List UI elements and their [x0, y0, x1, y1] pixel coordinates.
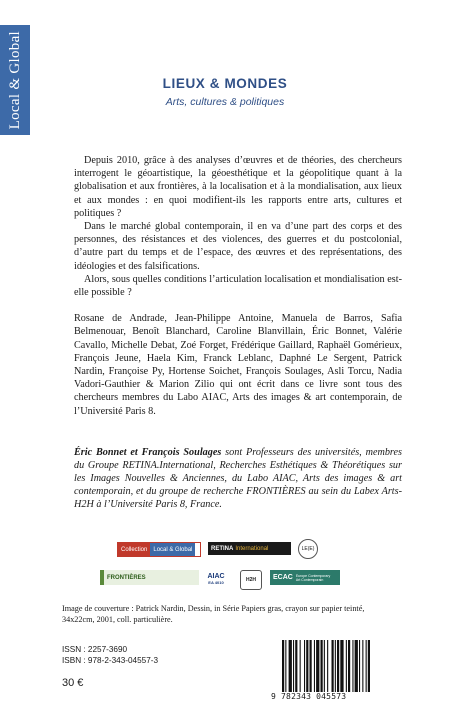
- barcode-bar: [340, 640, 343, 692]
- barcode-bar: [355, 640, 358, 692]
- ecac-logo: ECAC Europe Contemporary Art Contemporain: [270, 570, 340, 585]
- series-tab-label: Local & Global: [6, 30, 23, 130]
- collection-logo: Collection Local & Global: [117, 542, 201, 557]
- barcode-bar: [285, 640, 286, 692]
- barcode-bar: [327, 640, 328, 692]
- price: 30 €: [62, 677, 84, 689]
- h2h-logo: H2H: [240, 570, 262, 590]
- barcode-icon: [280, 640, 398, 692]
- barcode-bar: [362, 640, 363, 692]
- contributors-paragraph: Rosane de Andrade, Jean-Philippe Antoine, Manuela de Barros, Safia Belmenouar, Benoît Blanchard, Caroline Blanvillain, Éric Bonnet, Valérie Cavallo, Michelle Debat, Zoé Forget, Frédérique Gaillard, Raphaël Gomérieux, François Jeune, Haela Kim, Franck Leblanc, Daphné Le Sergent, Patrick Nardin, Françoise Py, Hortense Soichet, François Soulages, Asli Torcu, Nadia Vadori-Gauthier & Marion Zilio qui ont écrit dans ce livre sont tous des chercheurs membres du Labo AIAC, Arts des images & art contemporain, de l’Université Paris 8.: [74, 313, 402, 417]
- book-title: LIEUX & MONDES: [162, 76, 288, 91]
- barcode-bar: [324, 640, 325, 692]
- barcode-bar: [346, 640, 347, 692]
- barcode-bar: [295, 640, 297, 692]
- authors-bio: [74, 446, 402, 511]
- book-subtitle: Arts, cultures & politiques: [165, 96, 285, 108]
- barcode-bar: [368, 640, 370, 692]
- blurb-paragraph-1: Depuis 2010, grâce à des analyses d’œuvres et de théories, des chercheurs interrogent le géoartistique, la géoesthétique et la géopolitique quant à la globalisation et aux frontières, à la localisation et à la mondialisation, aux lieux et aux mondes : en quoi modifient-ils les rapports entre arts, cultures et politiques ?: [74, 155, 402, 219]
- barcode-bar: [293, 640, 294, 692]
- barcode-bar: [300, 640, 301, 692]
- identifiers: [62, 644, 158, 666]
- barcode-bar: [332, 640, 334, 692]
- frontieres-logo: FRONTIÈRES: [100, 570, 199, 585]
- round-emblem-logo: LE(E): [298, 539, 318, 559]
- barcode-bar: [366, 640, 367, 692]
- author-names: Éric Bonnet et François Soulages: [74, 447, 222, 458]
- blurb-text: [74, 154, 402, 418]
- aiac-logo: AIAC EA 4010: [207, 573, 225, 585]
- barcode-bar: [352, 640, 353, 692]
- authors-bio-text: sont Professeurs des universités, membres du Groupe RETINA.International, Recherches Esthétiques & Théorétiques sur les Images Nouvelles & Anciennes, du Labo AIAC, Arts des images & art contemporain, et du groupe de recherche FRONTIÈRES au sein du Labex Arts-H2H à l’Université Paris 8, France.: [74, 447, 402, 510]
- barcode-bar: [337, 640, 339, 692]
- barcode-bar: [321, 640, 323, 692]
- blurb-paragraph-3: Alors, sous quelles conditions l’articulation localisation et mondialisation est-elle possible ?: [74, 273, 402, 299]
- barcode-bar: [304, 640, 305, 692]
- barcode-bar: [314, 640, 315, 692]
- issn-number: ISSN : 2257-3690: [62, 645, 128, 654]
- barcode-bar: [335, 640, 336, 692]
- blurb-paragraph-2: Dans le marché global contemporain, il en va d’une part des corps et des personnes, des résistances et des violences, des guerres et du postcolonial, d’autre part du temps et de l’espace, des œuvres et des représentations, des idéologies et des falsifications.: [74, 221, 402, 272]
- barcode-digits: 9 782343 045573: [271, 692, 347, 701]
- partner-logos: [100, 542, 360, 592]
- barcode-bar: [316, 640, 319, 692]
- barcode-bar: [282, 640, 284, 692]
- barcode-bar: [310, 640, 312, 692]
- isbn-number: ISBN : 978-2-343-04557-3: [62, 656, 159, 665]
- barcode-bar: [306, 640, 308, 692]
- barcode-bar: [348, 640, 350, 692]
- retina-logo: RETINA International: [208, 542, 291, 555]
- barcode-bar: [289, 640, 292, 692]
- barcode-bar: [359, 640, 360, 692]
- cover-image-credit: Image de couverture : Patrick Nardin, Dessin, in Série Papiers gras, crayon sur papier teinté, 34x22cm, 2001, coll. particulière.: [62, 604, 365, 624]
